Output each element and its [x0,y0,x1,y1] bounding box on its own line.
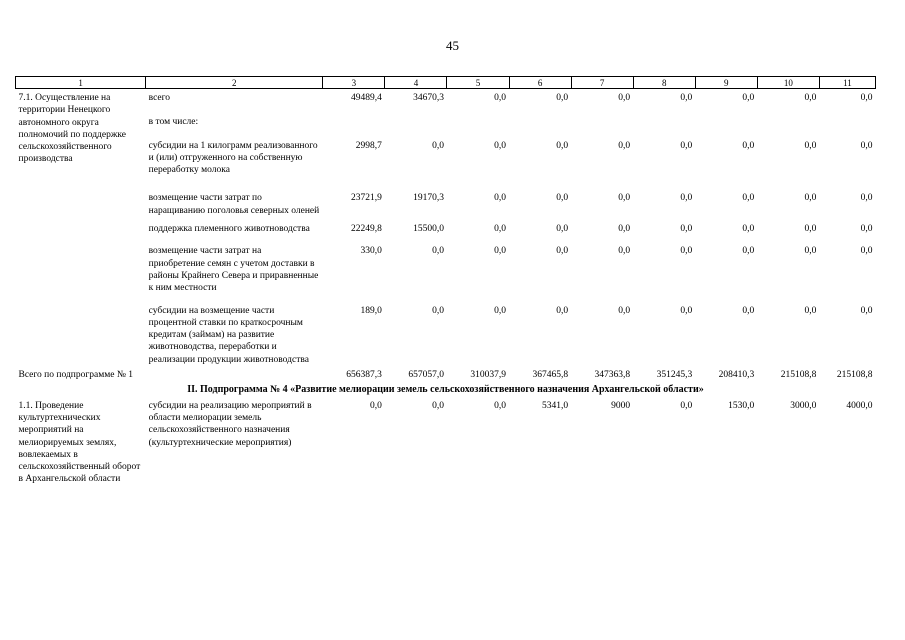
total-value: 208410,3 [718,370,755,381]
row-label: поддержка племенного животноводства [148,224,310,235]
cell-value: 0,0 [556,305,569,316]
cell-value: 0,0 [556,193,569,204]
cell-value: 0,0 [494,93,507,103]
cell-value: 0,0 [494,246,507,257]
cell-value: 0,0 [742,224,755,235]
cell-value: 0,0 [860,305,873,316]
cell-value: 0,0 [618,305,631,316]
cell-value: 0,0 [804,246,817,257]
cell-value: 0,0 [494,224,507,235]
cell-value: 0,0 [860,93,873,103]
cell-value: 0,0 [494,140,507,151]
cell-value: 49489,4 [351,93,382,103]
row-label: в том числе: [148,117,199,128]
budget-table [15,76,876,486]
row-label: субсидии на возмещение части процентной ставки по краткосрочным кредитам (займам) на развитие животноводства, переработки и реализации продукции животноводства [148,305,309,365]
cell-value: 0,0 [804,193,817,204]
total-value: 657057,0 [408,370,444,381]
cell-value: 2998,7 [355,140,382,151]
cell-value: 3000,0 [790,400,817,411]
cell-value: 0,0 [742,246,755,257]
column-header: 10 [757,77,819,89]
row-label: субсидии на 1 килограмм реализованного и (или) отгруженного на собственную переработку молока [148,140,318,176]
cell-value: 0,0 [618,224,631,235]
cell-value: 0,0 [742,140,755,151]
cell-value: 0,0 [556,246,569,257]
column-header: 6 [509,77,571,89]
cell-value: 0,0 [680,93,693,103]
row-label: возмещение части затрат по наращиванию поголовья северных оленей [148,193,320,216]
cell-value: 0,0 [680,305,693,316]
cell-value: 0,0 [804,224,817,235]
cell-value: 34670,3 [413,93,444,103]
column-header: 9 [695,77,757,89]
cell-value: 0,0 [860,224,873,235]
cell-value: 0,0 [742,93,755,103]
cell-value: 0,0 [680,140,693,151]
cell-value: 0,0 [556,93,569,103]
column-header: 11 [819,77,875,89]
measure-title: 7.1. Осуществление на территории Ненецкого автономного округа полномочий по поддержке сельскохозяйственного производства [18,93,127,165]
total-value: 351245,3 [656,370,693,381]
cell-value: 0,0 [680,246,693,257]
cell-value: 0,0 [432,305,444,316]
cell-value: 5341,0 [541,400,569,411]
cell-value: 22249,8 [351,224,382,235]
cell-value: 0,0 [680,224,693,235]
column-header: 4 [385,77,447,89]
cell-value: 0,0 [432,400,444,411]
row-label: всего [148,93,171,103]
column-header: 2 [146,77,323,89]
cell-value: 0,0 [432,246,444,257]
measure-title: 1.1. Проведение культуртехнических мероприятий на мелиорируемых землях, вовлекаемых в сельскохозяйственный оборот в Архангельской области [18,400,141,485]
cell-value: 0,0 [860,246,873,257]
cell-value: 189,0 [360,305,382,316]
section-heading: II. Подпрограмма № 4 «Развитие мелиорации земель сельскохозяйственного назначения Архангельской области» [187,384,704,396]
column-header: 7 [571,77,633,89]
total-row [16,366,876,381]
table-row [16,397,876,486]
cell-value: 0,0 [618,140,631,151]
total-value: 215108,8 [780,370,817,381]
cell-value: 0,0 [680,400,693,411]
column-header: 8 [633,77,695,89]
cell-value: 0,0 [494,193,507,204]
total-value: 367465,8 [532,370,569,381]
cell-value: 0,0 [618,93,631,103]
cell-value: 0,0 [494,305,507,316]
cell-value: 9000 [611,400,631,411]
total-value: 347363,8 [594,370,631,381]
cell-value: 0,0 [618,193,631,204]
column-header: 3 [323,77,385,89]
cell-value: 0,0 [860,140,873,151]
cell-value: 4000,0 [846,400,873,411]
row-label: субсидии на реализацию мероприятий в области мелиорации земель сельскохозяйственного назначения (культуртехнические мероприятия) [148,400,312,448]
cell-value: 0,0 [494,400,507,411]
total-value: 310037,9 [470,370,507,381]
total-value: 656387,3 [346,370,382,381]
section-heading-row [16,381,876,396]
cell-value: 15500,0 [413,224,444,235]
cell-value: 0,0 [618,246,631,257]
cell-value: 0,0 [432,140,444,151]
cell-value: 0,0 [742,305,755,316]
cell-value: 0,0 [680,193,693,204]
cell-value: 0,0 [556,224,569,235]
cell-value: 330,0 [360,246,382,257]
row-label: возмещение части затрат на приобретение семян с учетом доставки в районы Крайнего Севера и приравненные к ним местности [148,246,319,294]
cell-value: 0,0 [804,140,817,151]
cell-value: 19170,3 [413,193,444,204]
column-number-row [16,77,876,89]
cell-value: 0,0 [742,193,755,204]
column-header: 1 [16,77,146,89]
cell-value: 1530,0 [728,400,755,411]
table-row [16,89,876,105]
total-value: 215108,8 [836,370,873,381]
cell-value: 0,0 [860,193,873,204]
page-number: 45 [446,38,459,53]
cell-value: 0,0 [556,140,569,151]
cell-value: 0,0 [370,400,382,411]
total-label: Всего по подпрограмме № 1 [18,370,134,381]
column-header: 5 [447,77,509,89]
cell-value: 0,0 [804,305,817,316]
cell-value: 23721,9 [351,193,382,204]
cell-value: 0,0 [804,93,817,103]
